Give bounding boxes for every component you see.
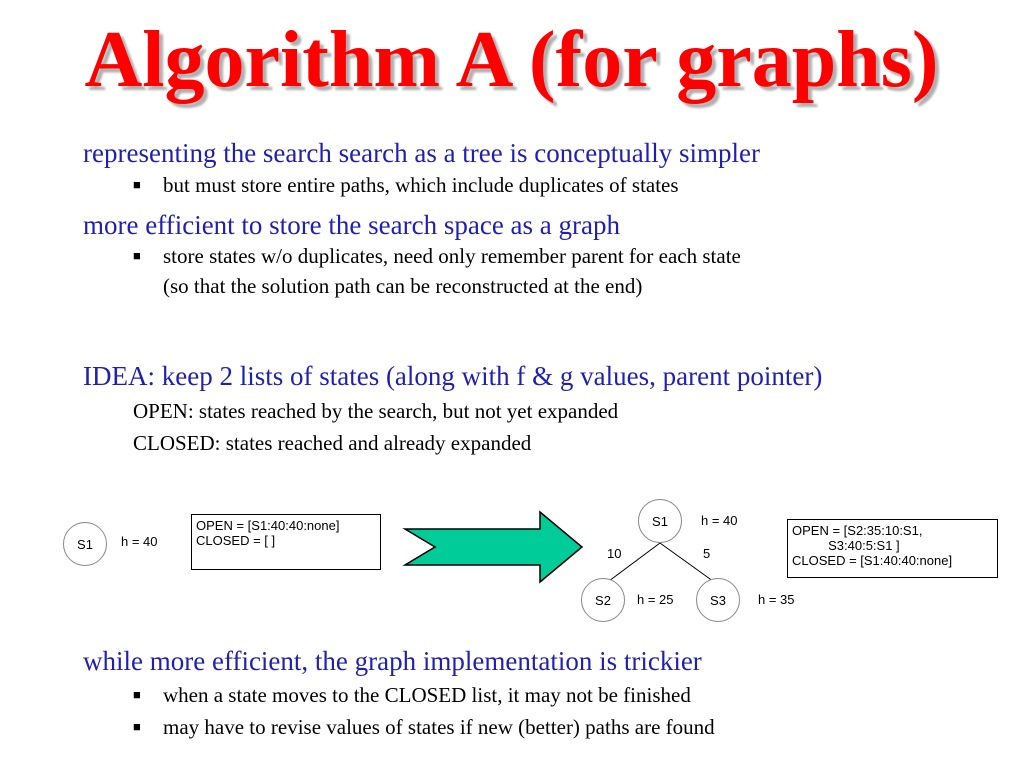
bullet-duplicates-paths: but must store entire paths, which include duplicates of states <box>163 173 679 197</box>
bullet-marker: ■ <box>133 248 141 263</box>
bullet-marker: ■ <box>133 177 141 192</box>
slide-title: Algorithm A (for graphs) <box>84 16 939 104</box>
open-closed-box-expanded <box>787 519 998 578</box>
node-s2: S2 <box>581 578 625 622</box>
open-closed-box-initial <box>191 514 381 570</box>
h-label-s2: h = 25 <box>637 592 674 607</box>
heading-graph-efficient: more efficient to store the search space as a graph <box>83 210 621 240</box>
heading-tree-search: representing the search search as a tree is conceptually simpler <box>83 138 760 168</box>
open-list-line1: OPEN = [S2:35:10:S1, <box>792 523 923 538</box>
bullet-store-states: store states w/o duplicates, need only remember parent for each state <box>163 244 741 268</box>
closed-list-initial: CLOSED = [ ] <box>196 533 276 548</box>
bullet-marker: ■ <box>133 719 141 734</box>
bullet-revise-values: may have to revise values of states if new (better) paths are found <box>163 715 715 739</box>
open-definition: OPEN: states reached by the search, but not yet expanded <box>133 399 619 423</box>
h-label-s1-initial: h = 40 <box>121 534 158 549</box>
transition-arrow <box>405 512 582 582</box>
edge-cost-s1-s3: 5 <box>703 546 711 561</box>
heading-idea: IDEA: keep 2 lists of states (along with f & g values, parent pointer) <box>83 361 823 391</box>
node-s1: S1 <box>638 499 682 543</box>
closed-list-expanded: CLOSED = [S1:40:40:none] <box>792 553 953 568</box>
open-list-initial: OPEN = [S1:40:40:none] <box>196 518 340 533</box>
bullet-store-states-cont: (so that the solution path can be reconstructed at the end) <box>163 274 643 298</box>
heading-trickier: while more efficient, the graph implementation is trickier <box>83 646 702 676</box>
bullet-marker: ■ <box>133 687 141 702</box>
node-s3: S3 <box>696 578 740 622</box>
h-label-s1: h = 40 <box>701 513 738 528</box>
bullet-closed-not-finished: when a state moves to the CLOSED list, it may not be finished <box>163 683 691 707</box>
node-s1-initial: S1 <box>63 522 107 566</box>
h-label-s3: h = 35 <box>758 592 795 607</box>
open-list-line2: S3:40:5:S1 ] <box>792 538 900 553</box>
closed-definition: CLOSED: states reached and already expanded <box>133 431 532 455</box>
edge-cost-s1-s2: 10 <box>607 546 622 561</box>
